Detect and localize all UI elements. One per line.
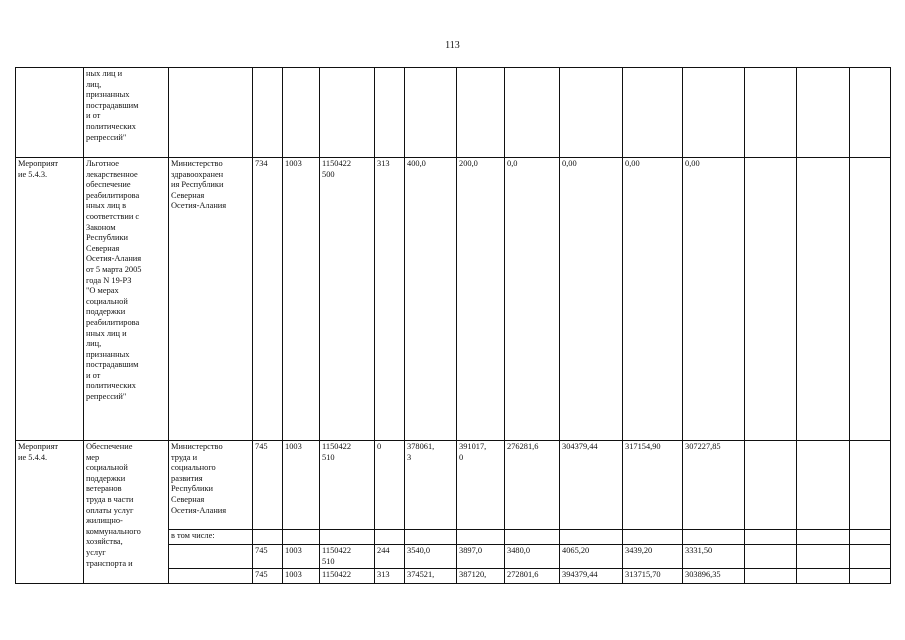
event-name-cell: Льготное лекарственное обеспечение реабилитирова нных лиц в соответствии с Законом Республики Северная Осетия-Алания от 5 марта 2005 года N 19-РЗ "О мерах социальной поддержки реабилитирова нных лиц и лиц, признанных пострадавшим и от политических репрессий"	[84, 158, 169, 441]
value-cell: 387120,	[457, 569, 505, 584]
empty-cell	[623, 530, 683, 545]
event-id-cell: Мероприят ие 5.4.4.	[16, 441, 84, 584]
empty-cell	[457, 530, 505, 545]
empty-cell	[745, 441, 797, 530]
vr-cell: 313	[375, 569, 405, 584]
grbs-cell: 745	[253, 569, 283, 584]
value-cell: 391017, 0	[457, 441, 505, 530]
empty-cell	[745, 545, 797, 569]
value-cell: 3897,0	[457, 545, 505, 569]
csr-cell: 1150422 510	[320, 545, 375, 569]
empty-cell	[320, 530, 375, 545]
value-cell: 394379,44	[560, 569, 623, 584]
csr-cell: 1150422	[320, 569, 375, 584]
empty-cell	[745, 68, 797, 158]
empty-cell	[405, 530, 457, 545]
rz-pr-cell: 1003	[283, 545, 320, 569]
value-cell: 276281,6	[505, 441, 560, 530]
value-cell	[623, 68, 683, 158]
value-cell	[683, 68, 745, 158]
empty-cell	[253, 530, 283, 545]
value-cell: 0,0	[505, 158, 560, 441]
value-cell	[505, 68, 560, 158]
value-cell: 317154,90	[623, 441, 683, 530]
budget-table	[15, 67, 891, 584]
page-number: 113	[445, 40, 460, 51]
table-row-event-5-4-4	[16, 441, 891, 530]
value-cell: 272801,6	[505, 569, 560, 584]
csr-cell: 1150422 500	[320, 158, 375, 441]
empty-cell	[797, 68, 850, 158]
empty-cell	[505, 530, 560, 545]
grbs-cell: 734	[253, 158, 283, 441]
value-cell: 3439,20	[623, 545, 683, 569]
event-id-cell	[16, 68, 84, 158]
value-cell: 3480,0	[505, 545, 560, 569]
value-cell: 3540,0	[405, 545, 457, 569]
grbs-cell: 745	[253, 545, 283, 569]
value-cell: 374521,	[405, 569, 457, 584]
empty-cell	[850, 68, 891, 158]
executor-cell: Министерство труда и социального развития Республики Северная Осетия-Алания	[169, 441, 253, 530]
empty-cell	[745, 569, 797, 584]
event-name-cell: ных лиц и лиц, признанных пострадавшим и от политических репрессий"	[84, 68, 169, 158]
csr-cell	[320, 68, 375, 158]
empty-cell	[283, 530, 320, 545]
empty-cell	[850, 545, 891, 569]
empty-cell	[745, 530, 797, 545]
grbs-cell	[253, 68, 283, 158]
value-cell: 3331,50	[683, 545, 745, 569]
empty-cell	[375, 530, 405, 545]
value-cell: 400,0	[405, 158, 457, 441]
empty-cell	[850, 441, 891, 530]
event-name-cell: Обеспечение мер социальной поддержки ветеранов труда в части оплаты услуг жилищно- коммунального хозяйства, услуг транспорта и	[84, 441, 169, 584]
empty-cell	[745, 158, 797, 441]
empty-cell	[683, 530, 745, 545]
empty-cell	[850, 158, 891, 441]
event-id-cell: Мероприят ие 5.4.3.	[16, 158, 84, 441]
value-cell: 0,00	[560, 158, 623, 441]
rz-pr-cell	[283, 68, 320, 158]
rz-pr-cell: 1003	[283, 569, 320, 584]
vr-cell: 244	[375, 545, 405, 569]
value-cell: 200,0	[457, 158, 505, 441]
rz-pr-cell: 1003	[283, 441, 320, 530]
vr-cell	[375, 68, 405, 158]
executor-cell: Министерство здравоохранен ия Республики Северная Осетия-Алания	[169, 158, 253, 441]
table-row-continuation	[16, 68, 891, 158]
grbs-cell: 745	[253, 441, 283, 530]
value-cell	[457, 68, 505, 158]
empty-cell	[797, 545, 850, 569]
value-cell: 0,00	[623, 158, 683, 441]
value-cell: 307227,85	[683, 441, 745, 530]
value-cell	[405, 68, 457, 158]
vr-cell: 313	[375, 158, 405, 441]
empty-cell	[850, 569, 891, 584]
value-cell: 303896,35	[683, 569, 745, 584]
empty-cell	[797, 441, 850, 530]
value-cell: 378061, 3	[405, 441, 457, 530]
rz-pr-cell: 1003	[283, 158, 320, 441]
value-cell	[560, 68, 623, 158]
executor-cell	[169, 68, 253, 158]
table-row-event-5-4-3	[16, 158, 891, 441]
empty-cell	[797, 158, 850, 441]
empty-cell	[169, 569, 253, 584]
including-label-cell: в том числе:	[169, 530, 253, 545]
empty-cell	[850, 530, 891, 545]
empty-cell	[169, 545, 253, 569]
csr-cell: 1150422 510	[320, 441, 375, 530]
vr-cell: 0	[375, 441, 405, 530]
value-cell: 0,00	[683, 158, 745, 441]
value-cell: 4065,20	[560, 545, 623, 569]
empty-cell	[797, 569, 850, 584]
value-cell: 313715,70	[623, 569, 683, 584]
value-cell: 304379,44	[560, 441, 623, 530]
empty-cell	[560, 530, 623, 545]
empty-cell	[797, 530, 850, 545]
